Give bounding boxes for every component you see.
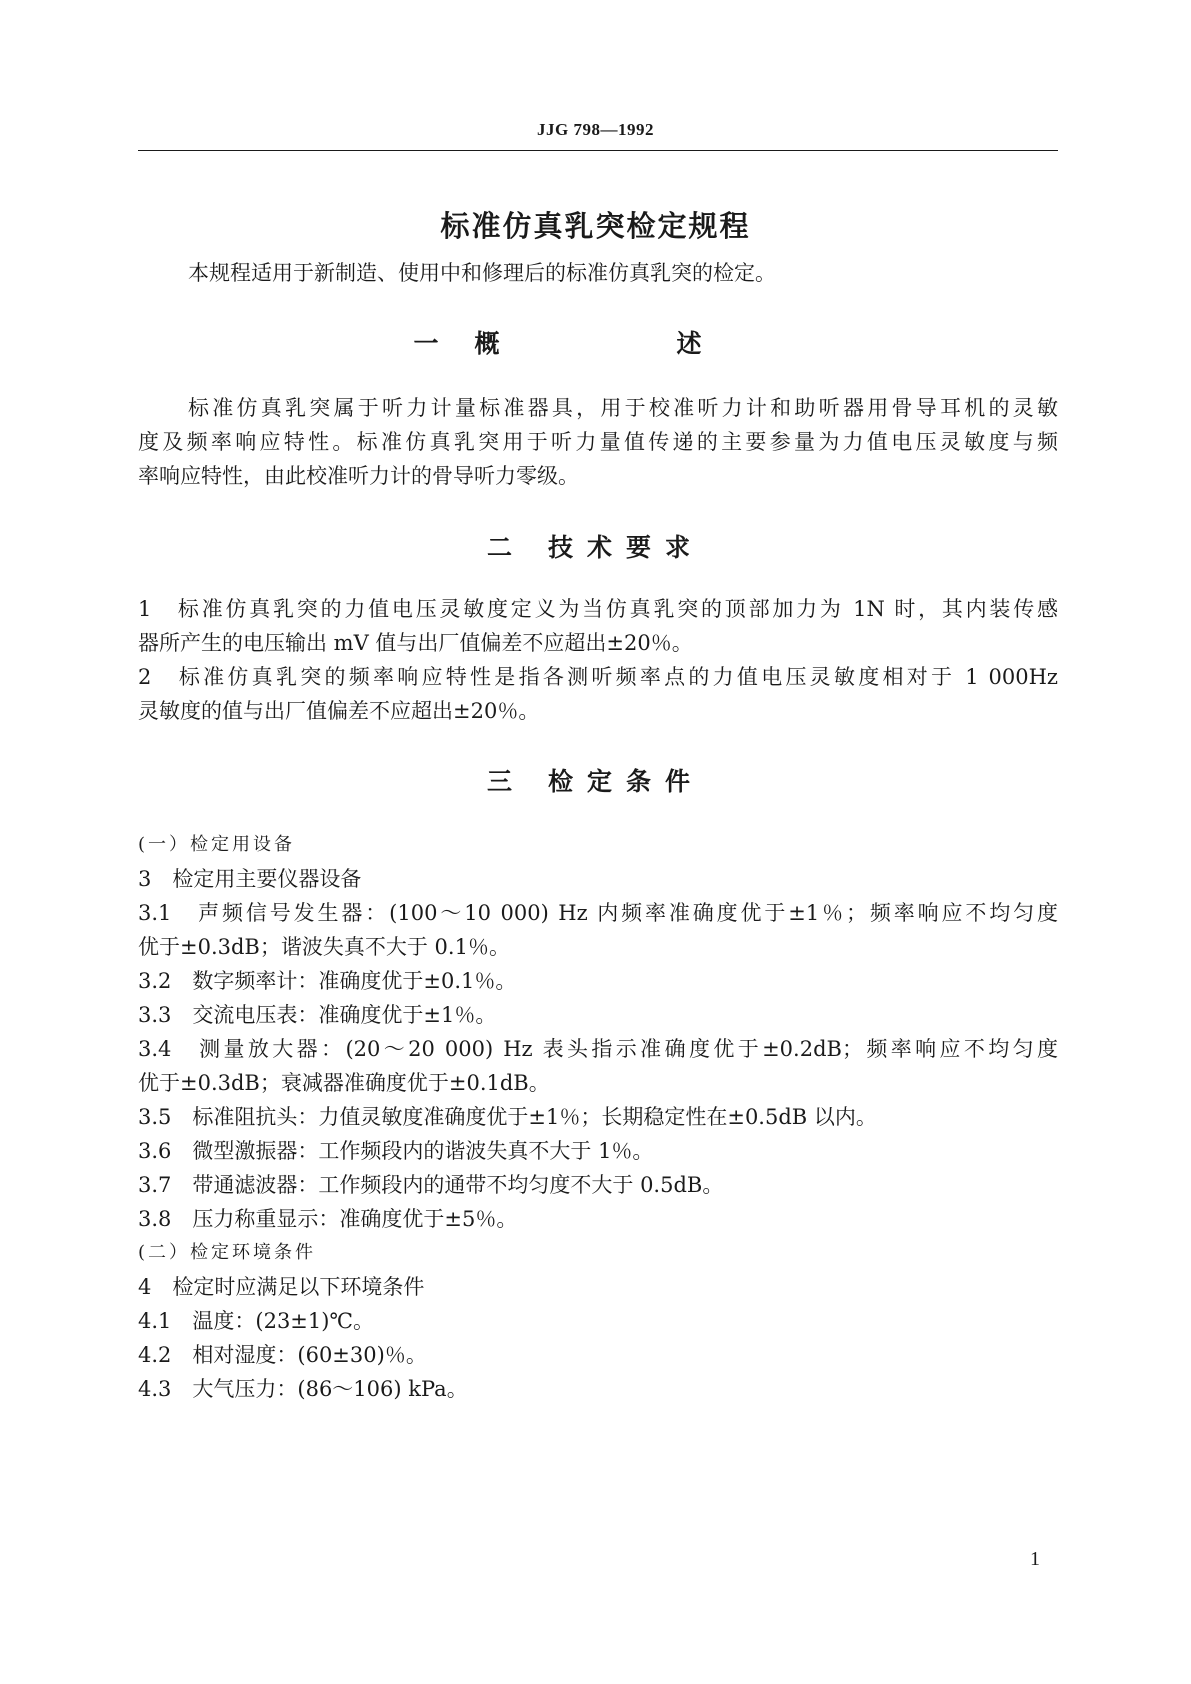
page-number: 1 bbox=[1030, 1548, 1040, 1570]
clause-line: 3.7 带通滤波器：工作频段内的通带不均匀度不大于 0.5dB。 bbox=[138, 1173, 724, 1197]
clause-line: 3.4 测量放大器：(20～20 000) Hz 表头指示准确度优于±0.2dB；频率响应不均匀度 bbox=[138, 1037, 1058, 1061]
section-number: 二 bbox=[486, 533, 512, 562]
clause-line: 3.2 数字频率计：准确度优于±0.1％。 bbox=[138, 969, 517, 993]
clause-line: 2 标准仿真乳突的频率响应特性是指各测听频率点的力值电压灵敏度相对于 1 000Hz bbox=[138, 665, 1058, 689]
section-title: 概 述 bbox=[474, 329, 778, 358]
clause-line: 3.8 压力称重显示：准确度优于±5％。 bbox=[138, 1207, 518, 1231]
clause-line: 3 检定用主要仪器设备 bbox=[138, 867, 362, 891]
clause-line: 3.5 标准阻抗头：力值灵敏度准确度优于±1％；长期稳定性在±0.5dB 以内。 bbox=[138, 1105, 877, 1129]
section-number: 三 bbox=[486, 767, 512, 796]
subsection-heading: (一）检定用设备 bbox=[138, 834, 296, 855]
standard-code: JJG 798—1992 bbox=[537, 120, 654, 139]
clause-line: 4.1 温度：(23±1)℃。 bbox=[138, 1309, 374, 1333]
section-heading-requirements bbox=[0, 528, 1191, 564]
intro-paragraph: 本规程适用于新制造、使用中和修理后的标准仿真乳突的检定。 bbox=[188, 261, 776, 285]
clause-line: 4 检定时应满足以下环境条件 bbox=[138, 1275, 425, 1299]
section-heading-overview bbox=[0, 324, 1191, 360]
clause-line: 3.1 声频信号发生器：(100～10 000) Hz 内频率准确度优于±1％；频率响应不均匀度 bbox=[138, 901, 1058, 925]
paragraph-line: 率响应特性，由此校准听力计的骨导听力零级。 bbox=[138, 464, 579, 488]
document-title: 标准仿真乳突检定规程 bbox=[440, 209, 751, 243]
paragraph-line: 度及频率响应特性。标准仿真乳突用于听力量值传递的主要参量为力值电压灵敏度与频 bbox=[138, 430, 1058, 454]
clause-line: 4.2 相对湿度：(60±30)％。 bbox=[138, 1343, 427, 1367]
clause-line: 1 标准仿真乳突的力值电压灵敏度定义为当仿真乳突的顶部加力为 1N 时，其内装传感 bbox=[138, 597, 1058, 621]
clause-line: 灵敏度的值与出厂值偏差不应超出±20％。 bbox=[138, 699, 540, 723]
header-rule bbox=[138, 150, 1058, 151]
section-title: 检定条件 bbox=[548, 767, 705, 796]
clause-line: 器所产生的电压输出 mV 值与出厂值偏差不应超出±20％。 bbox=[138, 631, 693, 655]
paragraph-line: 标准仿真乳突属于听力计量标准器具，用于校准听力计和助听器用骨导耳机的灵敏 bbox=[188, 396, 1058, 420]
section-title: 技术要求 bbox=[548, 533, 705, 562]
clause-line: 3.3 交流电压表：准确度优于±1％。 bbox=[138, 1003, 497, 1027]
subsection-heading: (二）检定环境条件 bbox=[138, 1242, 317, 1263]
clause-line: 优于±0.3dB；衰减器准确度优于±0.1dB。 bbox=[138, 1071, 550, 1095]
clause-line: 优于±0.3dB；谐波失真不大于 0.1％。 bbox=[138, 935, 510, 959]
section-number: 一 bbox=[413, 329, 439, 358]
clause-line: 3.6 微型激振器：工作频段内的谐波失真不大于 1％。 bbox=[138, 1139, 654, 1163]
clause-line: 4.3 大气压力：(86～106) kPa。 bbox=[138, 1377, 468, 1401]
section-heading-conditions bbox=[0, 762, 1191, 798]
